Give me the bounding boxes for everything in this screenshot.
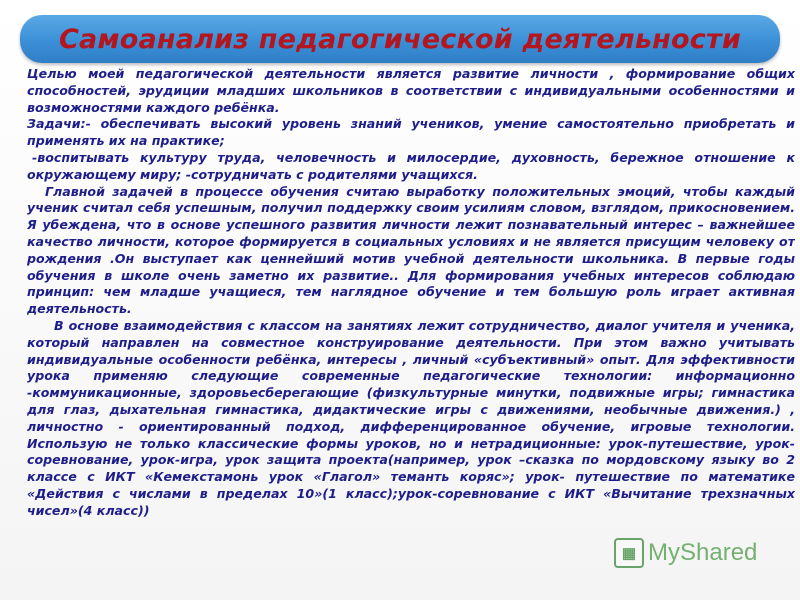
paragraph-main-task: Главной задачей в процессе обучения считаю выработку положительных эмоций, чтобы каждый ученик считал себя успешным, получил поддержку своим усилиям словом, взглядом, прикосновением. Я убеждена, что в основе успешного развития личности лежит познавательный интерес – важнейшее качество личности, которое формируется в социальных условиях и не является присущим человеку от рождения .Он выступает как ценнейший мотив учебной деятельности школьника. В первые годы обучения в школе очень заметно их развитие.. Для формирования учебных интересов соблюдаю принцип: чем младше учащиеся, тем наглядное обучение и тем большую роль играет активная деятельность. [27, 183, 795, 317]
paragraph-interaction: В основе взаимодействия с классом на занятиях лежит сотрудничество, диалог учителя и ученика, который направлен на совместное конструирование деятельности. При этом важно учитывать индивидуальные особенности ребёнка, интересы , личный «субъективный» опыт. Для эффективности урока применяю следующие современные педагогические технологии: информационно -коммуникационные, здоровьесберегающие (физкультурные минутки, подвижные игры; гимнастика для глаз, дыхательная гимнастика, дидактические игры с движениями, необычные движения.) , личностно - ориентированный подход, дифференцированное обучение, игровые технологии. Использую не только классические формы уроков, но и нетрадиционные: урок-путешествие, урок-соревнование, урок-игра, урок защита проекта(например, урок –сказка по мордовскому языку во 2 классе с ИКТ «Кемекстамонь урок «Глагол» теманть коряс»; урок- путешествие по математике «Действия с числами в пределах 10»(1 класс);урок-соревнование с ИКТ «Вычитание трехзначных чисел»(4 класс)) [27, 317, 795, 518]
paragraph-goal: Целью моей педагогической деятельности является развитие личности , формирование общих способностей, эрудиции младших школьников в соответствии с индивидуальными особенностями и возможностями каждого ребёнка. [27, 66, 795, 115]
watermark-text: MyShared [648, 539, 758, 566]
slide-body [27, 66, 795, 591]
title-banner [20, 15, 780, 63]
paragraph-tasks: Задачи:- обеспечивать высокий уровень знаний учеников, умение самостоятельно приобретать и применять их на практике; [27, 116, 795, 149]
myshared-logo-icon: ▦ [614, 538, 644, 568]
slide-title: Самоанализ педагогической деятельности [59, 23, 741, 55]
paragraph-tasks-continued: -воспитывать культуру труда, человечность и милосердие, духовность, бережное отношение к окружающему миру; -сотрудничать с родителями учащихся. [27, 149, 795, 182]
